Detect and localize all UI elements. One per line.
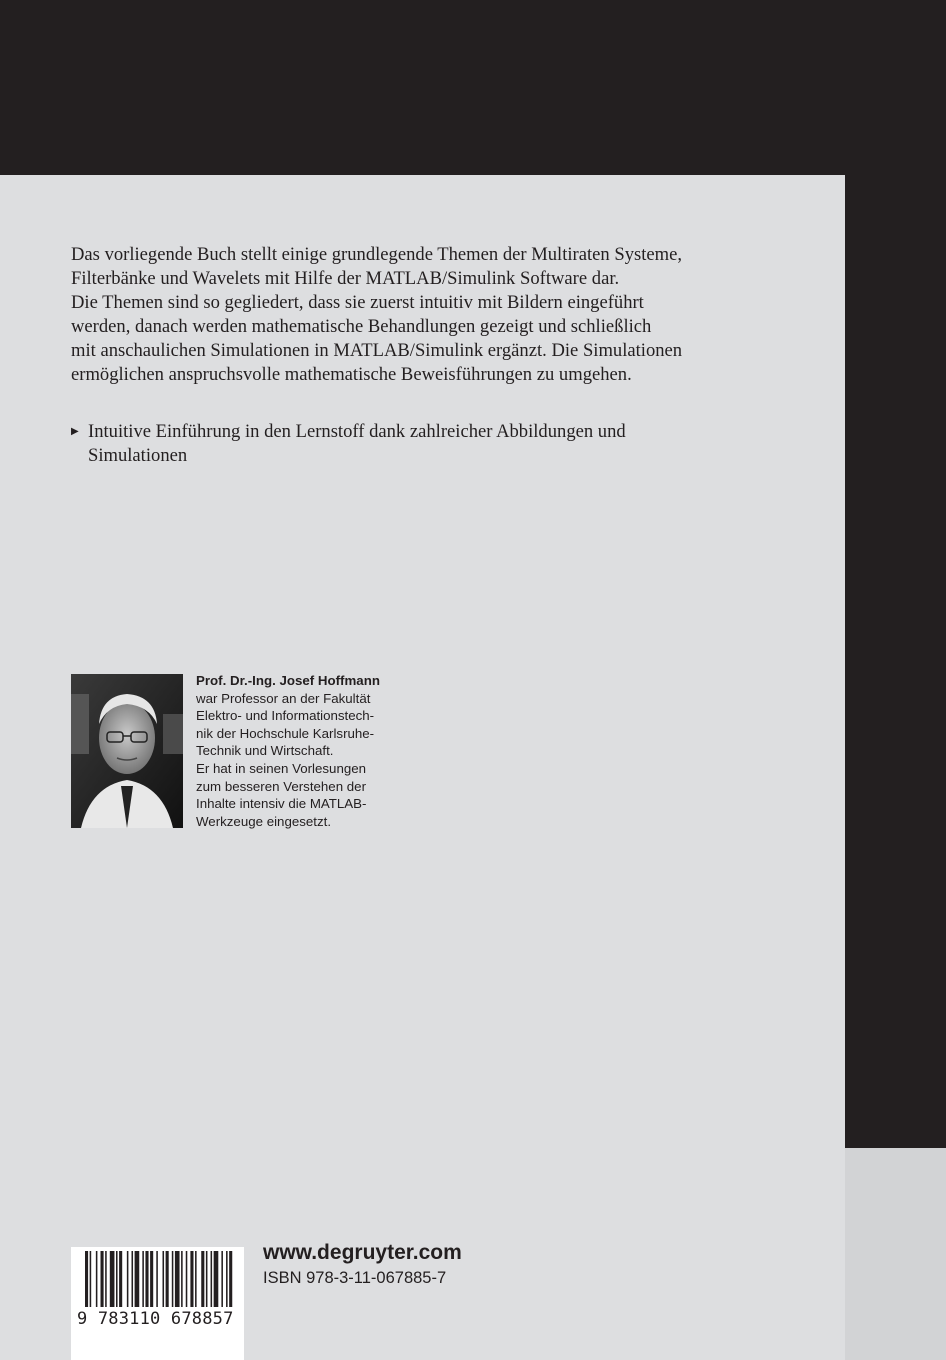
bio-line: Inhalte intensiv die MATLAB- bbox=[196, 796, 367, 812]
isbn-barcode bbox=[71, 1247, 244, 1360]
bullet-text-line: Simulationen bbox=[88, 445, 188, 466]
description-line: werden, danach werden mathematische Behandlungen gezeigt und schließlich bbox=[71, 316, 652, 337]
barcode-bar bbox=[181, 1251, 183, 1307]
barcode-bar bbox=[163, 1251, 165, 1307]
description-line: Das vorliegende Buch stellt einige grundlegende Themen der Multiraten Systeme, bbox=[71, 244, 683, 265]
barcode-bar bbox=[229, 1251, 232, 1307]
barcode-bar bbox=[214, 1251, 219, 1307]
bio-line: nik der Hochschule Karlsruhe- bbox=[196, 725, 375, 741]
bio-line: Werkzeuge eingesetzt. bbox=[196, 813, 332, 829]
author-name: Prof. Dr.-Ing. Josef Hoffmann bbox=[196, 673, 380, 688]
barcode-bar bbox=[221, 1251, 223, 1307]
bullet-text-line: Intuitive Einführung in den Lernstoff dank zahlreicher Abbildungen und bbox=[88, 421, 626, 442]
barcode-digits: 9 783110 678857 bbox=[77, 1309, 234, 1329]
barcode-bar bbox=[156, 1251, 158, 1307]
isbn-number: ISBN 978-3-11-067885-7 bbox=[263, 1269, 447, 1287]
feature-bullet bbox=[71, 420, 771, 468]
barcode-bar bbox=[127, 1251, 129, 1307]
barcode-bar bbox=[105, 1251, 107, 1307]
barcode-bar bbox=[172, 1251, 174, 1307]
publisher-url[interactable]: www.degruyter.com bbox=[263, 1241, 462, 1264]
barcode-bar bbox=[90, 1251, 92, 1307]
barcode-bar bbox=[85, 1251, 88, 1307]
description-line: Die Themen sind so gegliedert, dass sie zuerst intuitiv mit Bildern eingeführt bbox=[71, 292, 644, 313]
bio-line: Technik und Wirtschaft. bbox=[196, 743, 334, 759]
barcode-bar bbox=[110, 1251, 115, 1307]
bio-line: Elektro- und Informationstech- bbox=[196, 708, 375, 724]
triangle-bullet-icon: ▶ bbox=[71, 426, 79, 437]
barcode-bar bbox=[166, 1251, 169, 1307]
barcode-bar bbox=[201, 1251, 204, 1307]
barcode-bars bbox=[71, 1247, 244, 1309]
barcode-bar bbox=[150, 1251, 153, 1307]
barcode-bar bbox=[190, 1251, 193, 1307]
barcode-bar bbox=[145, 1251, 148, 1307]
bio-line: zum besseren Verstehen der bbox=[196, 778, 367, 794]
description-line: ermöglichen anspruchsvolle mathematische Beweisführungen zu umgehen. bbox=[71, 364, 632, 385]
author-bio bbox=[196, 672, 426, 830]
barcode-bar bbox=[195, 1251, 197, 1307]
barcode-bar bbox=[96, 1251, 98, 1307]
barcode-bar bbox=[119, 1251, 122, 1307]
barcode-bar bbox=[226, 1251, 228, 1307]
description-line: mit anschaulichen Simulationen in MATLAB/Simulink ergänzt. Die Simulationen bbox=[71, 340, 683, 361]
barcode-bar bbox=[211, 1251, 213, 1307]
bio-line: Er hat in seinen Vorlesungen bbox=[196, 760, 367, 776]
book-description bbox=[71, 243, 771, 387]
bio-line: war Professor an der Fakultät bbox=[196, 690, 371, 706]
description-line: Filterbänke und Wavelets mit Hilfe der MATLAB/Simulink Software dar. bbox=[71, 268, 620, 289]
barcode-bar bbox=[186, 1251, 188, 1307]
barcode-bar bbox=[132, 1251, 134, 1307]
barcode-bar bbox=[175, 1251, 180, 1307]
barcode-bar bbox=[142, 1251, 144, 1307]
back-cover-panel bbox=[0, 175, 845, 1360]
author-photo bbox=[71, 674, 183, 828]
barcode-bar bbox=[101, 1251, 104, 1307]
right-grey-strip bbox=[845, 1148, 946, 1360]
barcode-bar bbox=[135, 1251, 140, 1307]
barcode-bar bbox=[116, 1251, 118, 1307]
barcode-bar bbox=[206, 1251, 208, 1307]
